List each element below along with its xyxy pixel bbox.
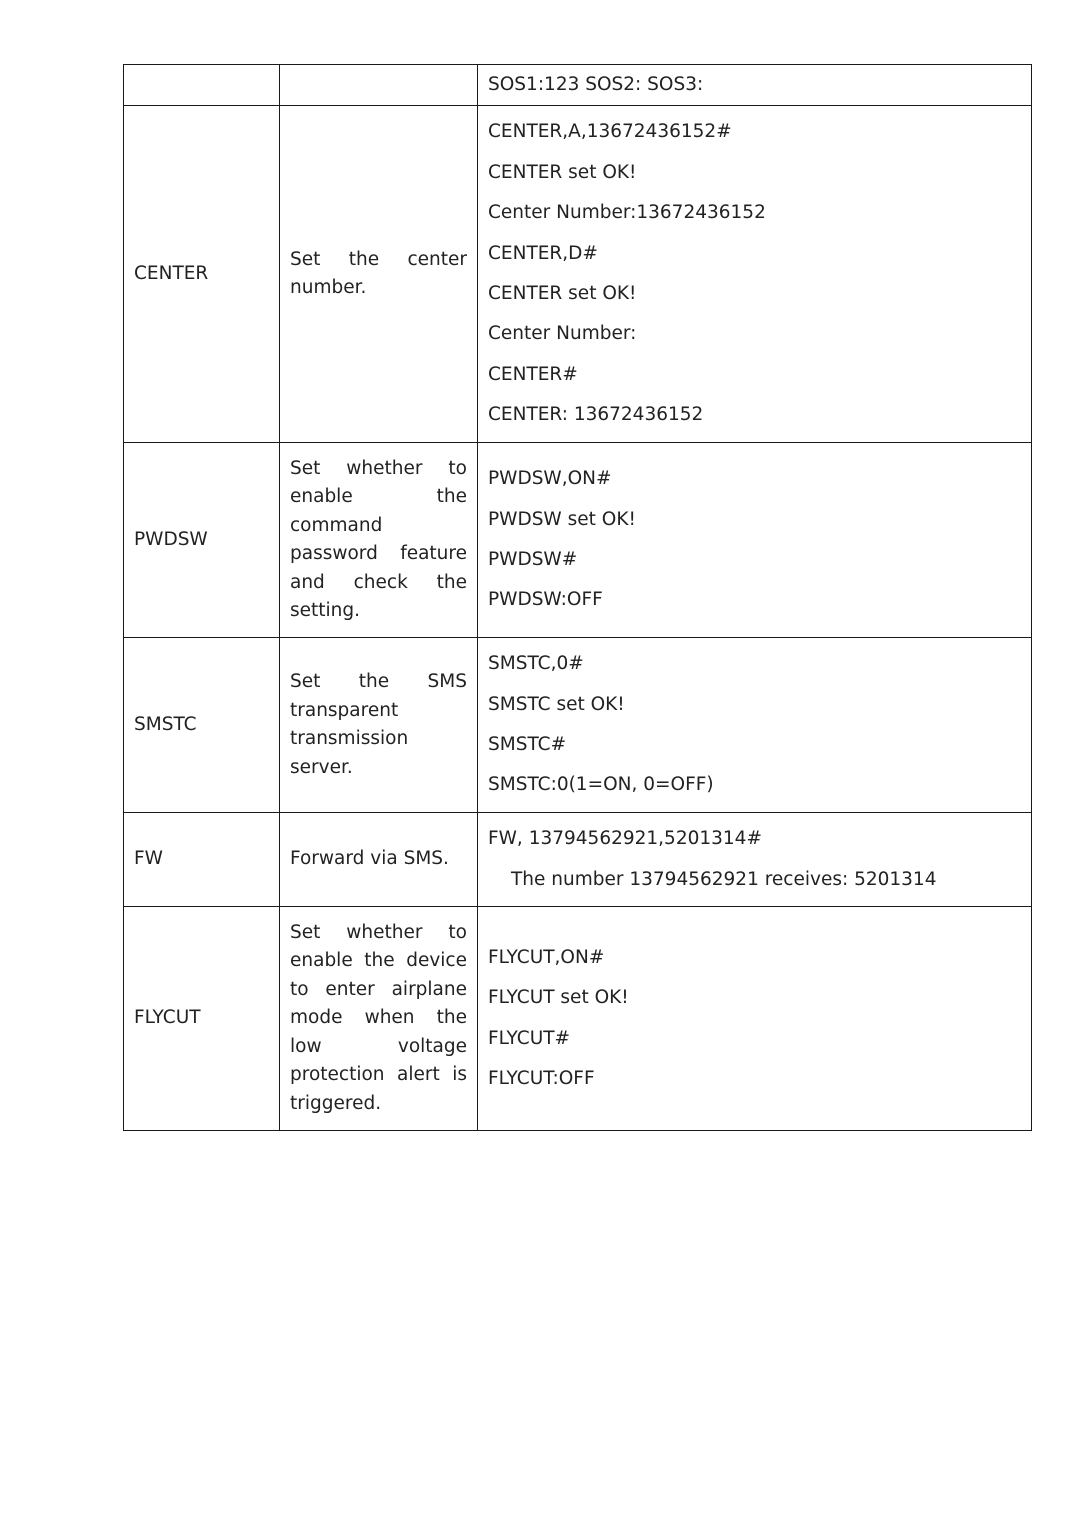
example-line: PWDSW,ON# — [488, 468, 612, 490]
example-line: FLYCUT,ON# — [488, 946, 605, 968]
example-line: SMSTC:0(1=ON, 0=OFF) — [488, 774, 714, 796]
example-line: Center Number:13672436152 — [488, 202, 766, 224]
command-cell: FW — [124, 813, 280, 907]
description-cell — [280, 65, 478, 106]
table-row — [124, 907, 1032, 1131]
table-row — [124, 638, 1032, 813]
example-cell — [478, 443, 1032, 638]
example-line: FLYCUT:OFF — [488, 1067, 595, 1089]
command-cell: FLYCUT — [124, 907, 280, 1131]
description-cell: Set the center number. — [280, 106, 478, 443]
example-line: CENTER: 13672436152 — [488, 404, 704, 426]
command-cell: PWDSW — [124, 443, 280, 638]
command-cell — [124, 65, 280, 106]
example-cell — [478, 106, 1032, 443]
document-page — [123, 64, 1031, 1131]
example-line: FW, 13794562921,5201314# — [488, 828, 762, 850]
description-cell: Set whether to enable the command password feature and check the setting. — [280, 443, 478, 638]
example-line: CENTER set OK! — [488, 161, 637, 183]
command-cell: CENTER — [124, 106, 280, 443]
example-line: CENTER set OK! — [488, 283, 637, 304]
example-line: SMSTC# — [488, 734, 567, 755]
table-row — [124, 443, 1032, 638]
example-line: CENTER# — [488, 363, 578, 385]
example-line: PWDSW:OFF — [488, 589, 603, 611]
example-line: SOS1:123 SOS2: SOS3: — [488, 74, 704, 95]
example-cell — [478, 65, 1032, 106]
table-row — [124, 65, 1032, 106]
example-line: SMSTC,0# — [488, 653, 584, 675]
example-line: PWDSW# — [488, 549, 578, 570]
description-cell: Set whether to enable the device to enter airplane mode when the low voltage protection alert is triggered. — [280, 907, 478, 1131]
command-cell: SMSTC — [124, 638, 280, 813]
example-cell — [478, 907, 1032, 1131]
table-row — [124, 813, 1032, 907]
example-line: FLYCUT set OK! — [488, 987, 629, 1009]
command-table — [123, 64, 1032, 1131]
example-line: PWDSW set OK! — [488, 508, 636, 530]
example-line: The number 13794562921 receives: 5201314 — [511, 868, 937, 890]
example-line: CENTER,D# — [488, 242, 598, 264]
description-cell: Set the SMS transparent transmission server. — [280, 638, 478, 813]
example-cell — [478, 638, 1032, 813]
example-line: FLYCUT# — [488, 1027, 571, 1049]
example-line: CENTER,A,13672436152# — [488, 121, 732, 143]
description-cell: Forward via SMS. — [280, 813, 478, 907]
example-cell — [478, 813, 1032, 907]
table-row — [124, 106, 1032, 443]
example-line: SMSTC set OK! — [488, 693, 625, 715]
example-line: Center Number: — [488, 323, 637, 345]
